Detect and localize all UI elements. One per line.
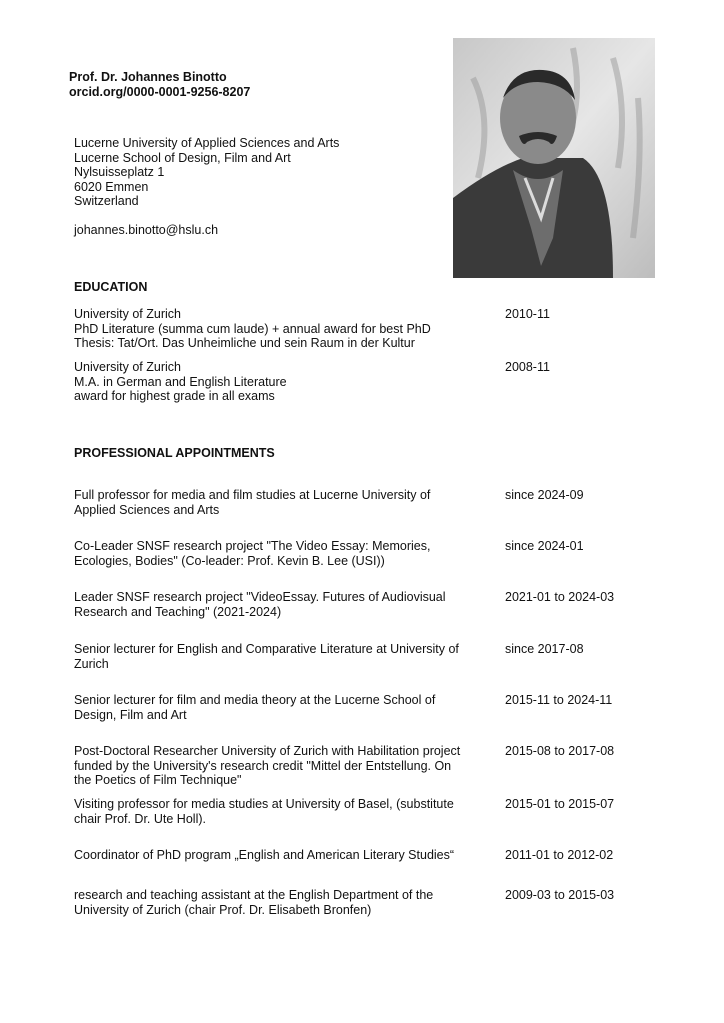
entry-line: Post-Doctoral Researcher University of Zurich with Habilitation project — [74, 744, 461, 758]
entry-date: 2015-11 to 2024-11 — [505, 693, 613, 707]
entry-line: University of Zurich (chair Prof. Dr. Elisabeth Bronfen) — [74, 902, 372, 917]
email-link[interactable]: johannes.binotto@hslu.ch — [74, 223, 219, 237]
entry-line: Coordinator of PhD program „English and American Literary Studies“ — [74, 848, 455, 862]
address-line: Switzerland — [74, 194, 139, 208]
entry-line: Thesis: Tat/Ort. Das Unheimliche und sein Raum in der Kultur — [74, 336, 415, 350]
entry-line: award for highest grade in all exams — [74, 389, 275, 403]
portrait-photo-icon — [453, 38, 655, 278]
address-line: Lucerne University of Applied Sciences and Arts — [74, 136, 340, 150]
entry-date: 2015-08 to 2017-08 — [505, 744, 615, 758]
appointment-entry — [74, 488, 499, 517]
appointment-entry — [74, 642, 499, 671]
entry-line: Applied Sciences and Arts — [74, 502, 220, 517]
appointment-entry — [74, 539, 499, 568]
entry-line: Research and Teaching" (2021-2024) — [74, 604, 282, 619]
appointment-entry — [74, 590, 499, 619]
education-entry — [74, 360, 499, 404]
orcid-link[interactable]: orcid.org/0000-0001-9256-8207 — [69, 85, 251, 99]
entry-line: Co-Leader SNSF research project "The Video Essay: Memories, — [74, 539, 431, 553]
entry-line: PhD Literature (summa cum laude) + annual award for best PhD — [74, 321, 431, 336]
entry-line: Senior lecturer for English and Comparative Literature at University of — [74, 642, 459, 656]
appointment-entry — [74, 693, 499, 722]
entry-date: 2009-03 to 2015-03 — [505, 888, 615, 902]
entry-date: since 2017-08 — [505, 642, 584, 656]
entry-line: Full professor for media and film studies at Lucerne University of — [74, 488, 431, 502]
entry-line: Ecologies, Bodies" (Co-leader: Prof. Kevin B. Lee (USI)) — [74, 553, 385, 568]
entry-line: University of Zurich — [74, 360, 181, 374]
appointment-entry — [74, 744, 499, 788]
education-heading: EDUCATION — [74, 280, 148, 294]
address-block — [74, 136, 339, 209]
appointments-heading: PROFESSIONAL APPOINTMENTS — [74, 446, 275, 460]
entry-line: Senior lecturer for film and media theory at the Lucerne School of — [74, 693, 436, 707]
entry-line: Visiting professor for media studies at University of Basel, (substitute — [74, 797, 454, 811]
entry-date: 2021-01 to 2024-03 — [505, 590, 615, 604]
entry-line: funded by the University's research credit "Mittel der Entstellung. On — [74, 758, 452, 773]
person-name: Prof. Dr. Johannes Binotto — [69, 70, 227, 84]
entry-line: chair Prof. Dr. Ute Holl). — [74, 811, 206, 826]
entry-date: since 2024-09 — [505, 488, 584, 502]
entry-date: 2010-11 — [505, 307, 550, 321]
address-line: Nylsuisseplatz 1 — [74, 165, 165, 179]
entry-date: 2015-01 to 2015-07 — [505, 797, 615, 811]
entry-line: M.A. in German and English Literature — [74, 374, 287, 389]
portrait-photo — [453, 38, 655, 278]
entry-date: 2008-11 — [505, 360, 550, 374]
entry-line: Design, Film and Art — [74, 707, 187, 722]
entry-line: Leader SNSF research project "VideoEssay. Futures of Audiovisual — [74, 590, 446, 604]
appointment-entry — [74, 797, 499, 826]
entry-date: 2011-01 to 2012-02 — [505, 848, 614, 862]
entry-line: the Poetics of Film Technique" — [74, 773, 242, 787]
address-line: Lucerne School of Design, Film and Art — [74, 150, 291, 165]
entry-line: University of Zurich — [74, 307, 181, 321]
entry-date: since 2024-01 — [505, 539, 584, 553]
education-entry — [74, 307, 499, 351]
entry-line: Zurich — [74, 656, 109, 671]
appointment-entry — [74, 888, 499, 917]
address-line: 6020 Emmen — [74, 179, 149, 194]
entry-line: research and teaching assistant at the English Department of the — [74, 888, 434, 902]
appointment-entry — [74, 848, 499, 863]
